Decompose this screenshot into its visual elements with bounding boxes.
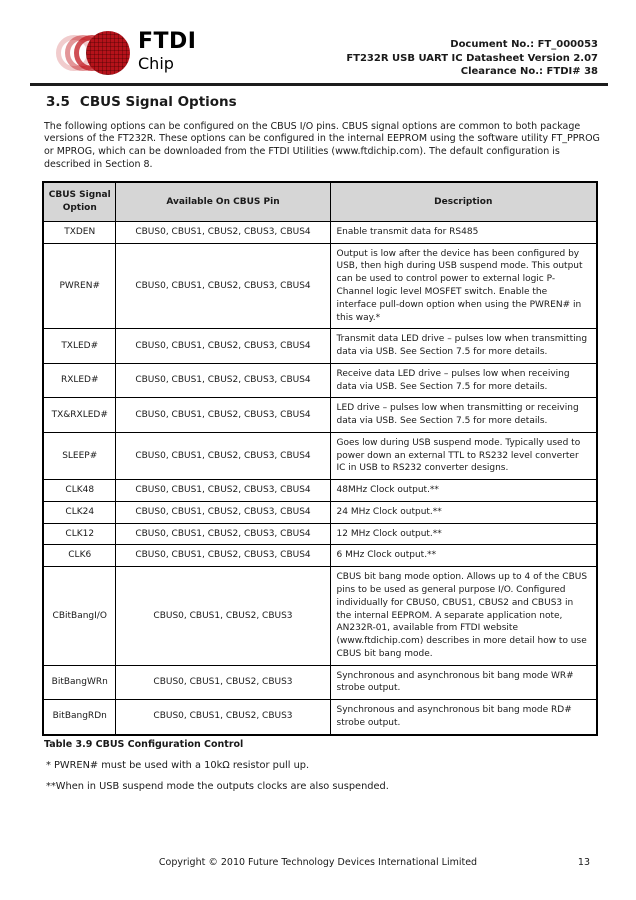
description-cell: 48MHz Clock output.** [330,480,597,502]
table-caption: Table 3.9 CBUS Configuration Control [44,738,244,750]
cbus-option-cell: BitBangRDn [43,700,116,735]
table-row [43,363,597,398]
ftdi-logo [56,30,226,78]
logo-sub: Chip [138,54,174,73]
table-row [43,221,597,243]
cbus-pins-cell: CBUS0, CBUS1, CBUS2, CBUS3 [116,567,330,665]
cbus-option-cell: RXLED# [43,363,116,398]
footnote-clocks: **When in USB suspend mode the outputs clocks are also suspended. [46,780,389,792]
column-header-description: Description [330,182,597,221]
logo-text [138,31,196,72]
table-row [43,700,597,735]
cbus-option-cell: TXDEN [43,221,116,243]
cbus-option-cell: CBitBangI/O [43,567,116,665]
cbus-pins-cell: CBUS0, CBUS1, CBUS2, CBUS3, CBUS4 [116,398,330,433]
table-row [43,501,597,523]
cbus-pins-cell: CBUS0, CBUS1, CBUS2, CBUS3, CBUS4 [116,523,330,545]
table-row [43,480,597,502]
cbus-table-body [43,221,597,734]
cbus-pins-cell: CBUS0, CBUS1, CBUS2, CBUS3, CBUS4 [116,432,330,479]
cbus-option-cell: TXLED# [43,329,116,364]
section-title: CBUS Signal Options [79,93,237,110]
page-number: 13 [577,857,590,868]
page-header [0,0,636,79]
cbus-option-cell: BitBangWRn [43,665,116,700]
table-row [43,329,597,364]
description-cell: 6 MHz Clock output.** [330,545,597,567]
cbus-pins-cell: CBUS0, CBUS1, CBUS2, CBUS3 [116,700,330,735]
table-row [43,398,597,433]
description-cell: Synchronous and asynchronous bit bang mode RD# strobe output. [330,700,597,735]
table-row [43,243,597,329]
section-number: 3.5 [46,93,70,110]
description-cell: Transmit data LED drive – pulses low when transmitting data via USB. See Section 7.5 for more details. [330,329,597,364]
column-header-option: CBUS Signal Option [43,182,116,221]
footnote-pwren: * PWREN# must be used with a 10kΩ resistor pull up. [46,759,310,771]
description-cell: 24 MHz Clock output.** [330,501,597,523]
cbus-pins-cell: CBUS0, CBUS1, CBUS2, CBUS3, CBUS4 [116,243,330,329]
description-cell: Receive data LED drive – pulses low when receiving data via USB. See Section 7.5 for more details. [330,363,597,398]
cbus-option-cell: CLK48 [43,480,116,502]
description-cell: Synchronous and asynchronous bit bang mode WR# strobe output. [330,665,597,700]
table-header-row [43,182,597,221]
cbus-pins-cell: CBUS0, CBUS1, CBUS2, CBUS3 [116,665,330,700]
cbus-option-cell: PWREN# [43,243,116,329]
intro-paragraph: The following options can be configured on the CBUS I/O pins. CBUS signal options are common to both package versions of the FT232R. These options can be configured in the internal EEPROM using the software utility FT_PPROG or MPROG, which can be downloaded from the FTDI Utilities (www.ftdichip.com). The default configuration is described in Section 8. [44,120,600,170]
description-cell: Goes low during USB suspend mode. Typically used to power down an external TTL to RS232 level converter IC in USB to RS232 converter designs. [330,432,597,479]
table-row [43,567,597,665]
cbus-option-cell: CLK12 [43,523,116,545]
document-info [346,30,598,79]
cbus-pins-cell: CBUS0, CBUS1, CBUS2, CBUS3, CBUS4 [116,545,330,567]
cbus-pins-cell: CBUS0, CBUS1, CBUS2, CBUS3, CBUS4 [116,480,330,502]
cbus-option-cell: CLK24 [43,501,116,523]
table-row [43,523,597,545]
description-cell: LED drive – pulses low when transmitting or receiving data via USB. See Section 7.5 for more details. [330,398,597,433]
cbus-option-cell: TX&RXLED# [43,398,116,433]
cbus-pins-cell: CBUS0, CBUS1, CBUS2, CBUS3, CBUS4 [116,221,330,243]
document-title: FT232R USB UART IC Datasheet Version 2.07 [346,52,598,64]
table-row [43,665,597,700]
page-footer [0,857,636,868]
section-heading [46,94,636,110]
description-cell: Output is low after the device has been configured by USB, then high during USB suspend mode. This output can be used to control power to external logic P-Channel logic level MOSFET switch. Enable the interface pull-down option when using the PWREN# in this way.* [330,243,597,329]
table-row [43,545,597,567]
cbus-pins-cell: CBUS0, CBUS1, CBUS2, CBUS3, CBUS4 [116,329,330,364]
logo-circle-icon [86,31,130,75]
description-cell: 12 MHz Clock output.** [330,523,597,545]
cbus-option-cell: SLEEP# [43,432,116,479]
description-cell: CBUS bit bang mode option. Allows up to 4 of the CBUS pins to be used as general purpose I/O. Configured individually for CBUS0, CBUS1, CBUS2 and CBUS3 in the internal EEPROM. A separate application note, AN232R-01, available from FTDI website (www.ftdichip.com) describes in more detail how to use CBUS bit bang mode. [330,567,597,665]
cbus-options-table [42,181,598,735]
logo-brand: FTDI [138,29,197,54]
cbus-option-cell: CLK6 [43,545,116,567]
cbus-pins-cell: CBUS0, CBUS1, CBUS2, CBUS3, CBUS4 [116,501,330,523]
cbus-pins-cell: CBUS0, CBUS1, CBUS2, CBUS3, CBUS4 [116,363,330,398]
description-cell: Enable transmit data for RS485 [330,221,597,243]
document-number: Document No.: FT_000053 [450,39,598,50]
column-header-pins: Available On CBUS Pin [116,182,330,221]
copyright-text: Copyright © 2010 Future Technology Devices International Limited [158,857,478,868]
header-divider [30,83,608,86]
table-row [43,432,597,479]
clearance-number: Clearance No.: FTDI# 38 [460,66,598,77]
